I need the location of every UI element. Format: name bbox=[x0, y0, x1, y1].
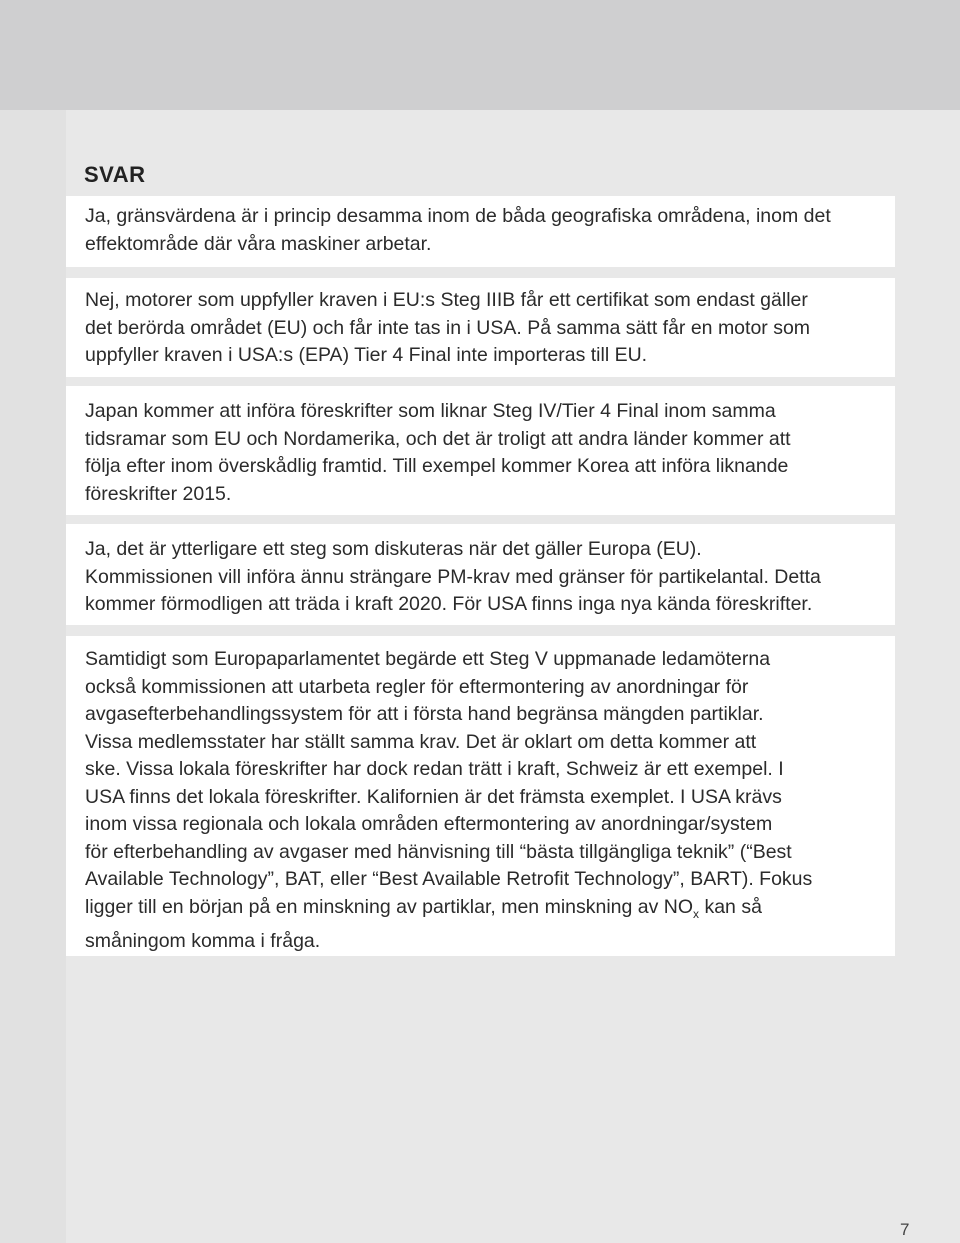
text-line: tidsramar som EU och Nordamerika, och det är troligt att andra länder kommer att bbox=[85, 427, 791, 450]
text-line: också kommissionen att utarbeta regler för eftermontering av anordningar för bbox=[85, 675, 749, 698]
text-line: USA finns det lokala föreskrifter. Kalifornien är det främsta exemplet. I USA krävs bbox=[85, 785, 782, 808]
answer-block-3 bbox=[66, 386, 895, 515]
section-heading: SVAR bbox=[84, 162, 146, 187]
text-line: kommer förmodligen att träda i kraft 2020. För USA finns inga nya kända föreskrifter. bbox=[85, 593, 813, 615]
text-line: ske. Vissa lokala föreskrifter har dock redan trätt i kraft, Schweiz är ett exempel. I bbox=[85, 758, 784, 780]
text-line: Kommissionen vill införa ännu strängare PM-krav med gränser för partikelantal. Detta bbox=[85, 565, 821, 588]
text-line: Ja, gränsvärdena är i princip desamma inom de båda geografiska områdena, inom det bbox=[85, 205, 831, 227]
page-number: 7 bbox=[900, 1220, 910, 1239]
text-segment: kan så bbox=[699, 895, 762, 918]
text-line: Available Technology”, BAT, eller “Best Available Retrofit Technology”, BART). Fokus bbox=[85, 868, 813, 890]
text-line-with-subscript bbox=[85, 894, 877, 928]
text-line: följa efter inom överskådlig framtid. Till exempel kommer Korea att införa liknande bbox=[85, 455, 789, 477]
text-line: Vissa medlemsstater har ställt samma krav. Det är oklart om detta kommer att bbox=[85, 730, 757, 753]
text-line: inom vissa regionala och lokala områden eftermontering av anordningar/system bbox=[85, 813, 773, 835]
text-line: för efterbehandling av avgaser med hänvisning till “bästa tillgängliga teknik” (“Best bbox=[85, 840, 792, 863]
answer-block-2 bbox=[66, 278, 895, 377]
text-line: Ja, det är ytterligare ett steg som diskuteras när det gäller Europa (EU). bbox=[85, 538, 702, 560]
answer-block-1 bbox=[66, 196, 895, 267]
text-line: småningom komma i fråga. bbox=[85, 929, 321, 952]
text-line: Samtidigt som Europaparlamentet begärde ett Steg V uppmanade ledamöterna bbox=[85, 648, 771, 670]
answer-block-4 bbox=[66, 524, 895, 625]
text-line: Japan kommer att införa föreskrifter som liknar Steg IV/Tier 4 Final inom samma bbox=[85, 400, 776, 422]
margin-strip bbox=[0, 110, 66, 1243]
answer-block-5 bbox=[66, 636, 895, 956]
subscript-x: x bbox=[693, 906, 700, 921]
text-line: uppfyller kraven i USA:s (EPA) Tier 4 Final inte importeras till EU. bbox=[85, 344, 648, 366]
text-line: föreskrifter 2015. bbox=[85, 482, 232, 505]
text-line: avgasefterbehandlingssystem för att i första hand begränsa mängden partiklar. bbox=[85, 703, 764, 725]
text-line: det berörda området (EU) och får inte tas in i USA. På samma sätt får en motor som bbox=[85, 316, 811, 339]
text-line: Nej, motorer som uppfyller kraven i EU:s Steg IIIB får ett certifikat som endast gäller bbox=[85, 289, 808, 311]
text-line: effektområde där våra maskiner arbetar. bbox=[85, 232, 432, 255]
header-band bbox=[0, 0, 960, 110]
text-segment: ligger till en början på en minskning av partiklar, men minskning av NO bbox=[85, 895, 694, 918]
